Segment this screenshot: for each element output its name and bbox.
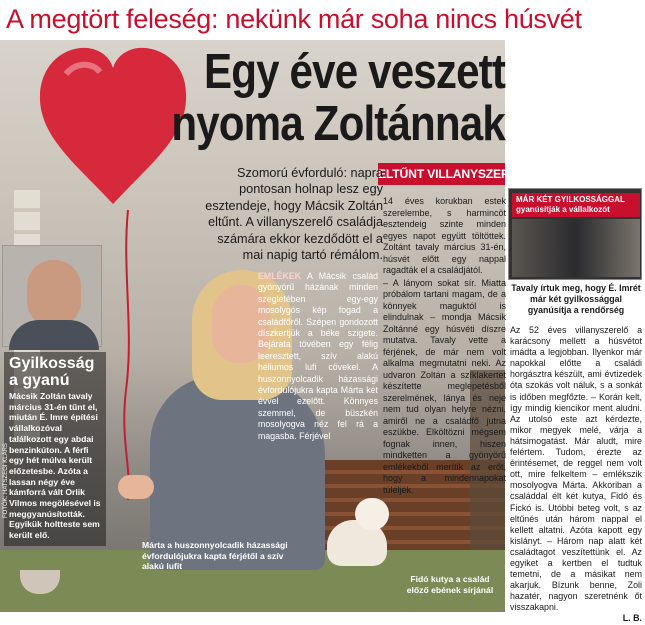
rubric-label: ELTŰNT VILLANYSZERELŐK — [378, 163, 505, 185]
column-3-text: Az 52 éves villanyszerelő a karácsony mellett a húsvétot imádta a legjobban. Ilyenkor már napokkal előtte a családi horgásztra készült, ami évtizedek óta szokás volt náluk, s a sonkát is időben megfőzte. – Korán kelt, így mindig kiencikor ment aludni. Az utolsó este azt kérdezte, mikor megyek melé, várja a hátsimogatást. Már aludt, mire felértem. Tudom, érezte az érintésemet, de reggel nem volt ott, mire felkeltem – emlékszik mosolyogva Márta. Akkoriban a családdal élt két kutya, Fidó és Fickó is. Utóbbi beteg volt, s az eltűnés után három nappal el kellett altatni. Azóta kapott egy kislányt. – Három nap alatt két családtagot veszítettünk el. Az egyiket a kertben el tudtuk temetni, de a másikat nem akarjuk. Bízunk benne, Zoli hazatér, nagyon szeretnénk őt visszakapni. — [510, 325, 642, 613]
side-box — [4, 352, 106, 546]
heart-balloon-icon — [36, 44, 190, 209]
article-column-3 — [510, 325, 642, 625]
column-2-paragraph: – A lányom sokat sír. Miatta próbálom tartani magam, de a könnyek maguktól is elindulnak – mondja Mácsik Zoltánné egy húsvéti díszre mutatva. Tavaly vette a férjének, de már nem volt alkalma megmutatni neki. Az udvaron Zoltán a szíklakertet készítette meglepetésből szerelmének, lánya és neje nem tud olyan helyre nézni, amiről ne a családfő jutna eszükbe. Elköltözni mégsem fognak innen, hiszen mindketten a gyönyörű emlékekből merítik az erőt, hogy a mindennapokat túléljék. — [383, 277, 506, 495]
woman-hand — [118, 475, 154, 499]
headline-line-2: nyoma Zoltánnak — [171, 97, 505, 151]
top-banner-text: A megtört feleség: nekünk már soha nincs húsvét — [6, 4, 582, 34]
column-2-paragraph: 14 éves korukban estek szerelembe, s harmincöt esztendeig szinte minden egyes napot együtt töltöttek. Zoltánt tavaly március 31-én, húsvét előtt egy nappal ragadták el a családjától. — [383, 196, 506, 275]
article-column-2 — [383, 196, 506, 497]
dog-caption: Fidó kutya a család előző ebének sírjánál — [406, 574, 494, 595]
inset-caption: Tavaly írtuk meg, hogy É. Imrét már két gyilkossággal gyanúsítja a rendőrség — [511, 283, 641, 315]
woman-caption: Márta a huszonnyolcadik házassági évfordulójukra kapta férjétől a szív alakú lufit — [142, 540, 288, 572]
top-banner — [0, 0, 645, 40]
portrait-face — [27, 260, 81, 326]
portrait-shirt — [9, 320, 99, 350]
inset-headline: MÁR KÉT GYILKOSSÁGGAL gyanúsítják a vállalkozót — [516, 195, 625, 214]
photo-credit: FOTÓK: HATSZEGI KLÁRS — [3, 443, 9, 518]
section-keyword: EMLÉKEK — [258, 271, 302, 281]
inset-headline-box — [512, 193, 640, 217]
headline-line-1: Egy éve veszett — [204, 45, 505, 99]
side-box-title: Gyilkosság a gyanú — [9, 355, 95, 389]
balloon-string — [118, 210, 138, 500]
inset-photo — [512, 219, 640, 277]
side-box-text: Mácsik Zoltán tavaly március 31-én tűnt el, miután É. Imre építési vállalkozóval találkozott egy abdai benzinkúton. A férfi egy hét múlva került előzetesbe. Azóta a lassan négy éve kámforrá vált Orlik Vilmos megölésével is meggyanúsították. Egyikük holtteste sem került elő. — [9, 391, 101, 541]
column-1-text: A Mácsik család gyönyörű házának minden szegletében egy-egy mosolygós kép fogad a családfőről. Szépen gondozott díszkertjük a béke szigete. Bejárata tövében egy félig leeresztett, szív alakú héliumos lufi cövekel. A huszonnyolcadik házassági évfordulójukra kapta Márta két évvel ezelőtt. Könnyes szemmel, de büszkén mosolyogva néz fel rá a magasba. Férjével — [258, 271, 378, 441]
dog-head — [355, 498, 389, 530]
inset-clipping — [508, 188, 642, 280]
author-signature: L. B. — [622, 613, 642, 624]
portrait-photo — [2, 245, 102, 347]
lead-paragraph: Szomorú évforduló: napra pontosan holnap lesz egy esztendeje, hogy Mácsik Zoltán eltűnt. A villanyszerelő családja számára ekkor kezdődött el a mai napig tartó rémálom. — [205, 166, 383, 263]
article-column-1 — [258, 271, 378, 442]
